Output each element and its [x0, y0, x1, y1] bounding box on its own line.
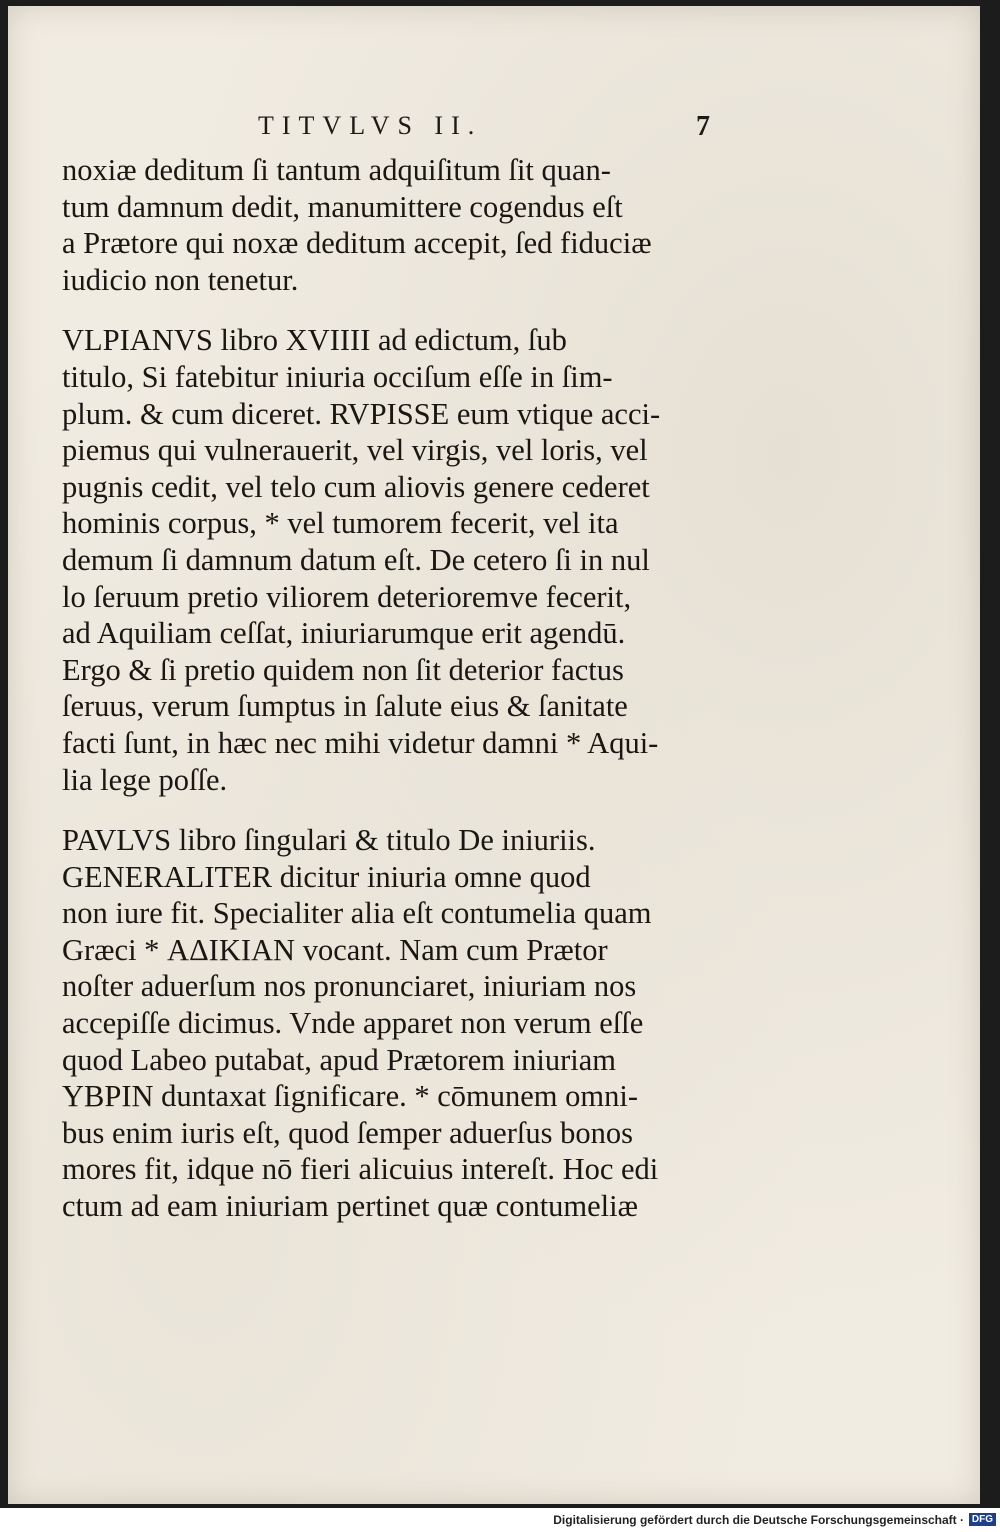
text-line: facti ſunt, in hæc nec mihi videtur damni * Aqui-	[62, 725, 659, 760]
text-line: VLPIANVS libro XVIIII ad edictum, ſub	[62, 323, 567, 358]
text-line: noxiæ deditum ſi tantum adquiſitum ſit quan-	[62, 153, 611, 187]
body-text	[62, 152, 722, 1225]
folio-number: 7	[696, 111, 710, 142]
text-line: noſter aduerſum nos pronunciaret, iniuriam nos	[62, 969, 637, 1004]
text-line: a Prætore qui noxæ deditum accepit, ſed fiduciæ	[62, 226, 652, 261]
text-line: Ergo & ſi pretio quidem non ſit deterior factus	[62, 652, 624, 687]
text-line: lo ſeruum pretio viliorem deterioremve fecerit,	[62, 579, 632, 614]
text-line: ΥΒΡΙΝ duntaxat ſignificare. * cōmunem omni-	[62, 1079, 638, 1114]
paragraph-gap	[62, 298, 722, 322]
text-line: accepiſſe dicimus. Vnde apparet non verum eſſe	[62, 1006, 644, 1041]
text-line: ctum ad eam iniuriam pertinet quæ contumeliæ	[62, 1189, 638, 1224]
digitization-footer	[0, 1508, 1000, 1532]
text-line: titulo, Si fatebitur iniuria occiſum eſſe in ſim-	[62, 359, 613, 394]
text-line: piemus qui vulnerauerit, vel virgis, vel loris, vel	[62, 433, 648, 468]
text-line: hominis corpus, * vel tumorem fecerit, vel ita	[62, 506, 619, 541]
book-page	[8, 6, 980, 1504]
paragraph-gap	[62, 798, 722, 822]
page-header	[8, 111, 980, 151]
text-line: ad Aquiliam ceſſat, iniuriarumque erit agendū.	[62, 616, 626, 651]
text-line: ſeruus, verum ſumptus in ſalute eius & ſanitate	[62, 689, 628, 724]
text-line: non iure fit. Specialiter alia eſt contumelia quam	[62, 896, 652, 931]
running-head: TITVLVS II.	[258, 111, 483, 140]
text-line: GENERALITER dicitur iniuria omne quod	[62, 859, 591, 894]
text-line: mores fit, idque nō fieri alicuius intereſt. Hoc edi	[62, 1152, 659, 1187]
text-line: pugnis cedit, vel telo cum aliovis genere cederet	[62, 469, 650, 504]
funding-credit: Digitalisierung gefördert durch die Deutsche Forschungsgemeinschaft ·	[553, 1513, 964, 1527]
text-line: iudicio non tenetur.	[62, 262, 299, 297]
text-line: bus enim iuris eſt, quod ſemper aduerſus bonos	[62, 1115, 633, 1150]
text-line: PAVLVS libro ſingulari & titulo De iniuriis.	[62, 823, 596, 858]
text-line: plum. & cum diceret. RVPISSE eum vtique acci-	[62, 396, 661, 431]
text-line: demum ſi damnum datum eſt. De cetero ſi in nul	[62, 542, 650, 577]
text-line: tum damnum dedit, manumittere cogendus eſt	[62, 189, 623, 224]
dfg-logo-icon: DFG	[969, 1513, 996, 1526]
text-line: lia lege poſſe.	[62, 762, 228, 797]
text-line: Græci * ΑΔΙΚΙΑΝ vocant. Nam cum Prætor	[62, 932, 608, 967]
text-line: quod Labeo putabat, apud Prætorem iniuriam	[62, 1042, 616, 1077]
